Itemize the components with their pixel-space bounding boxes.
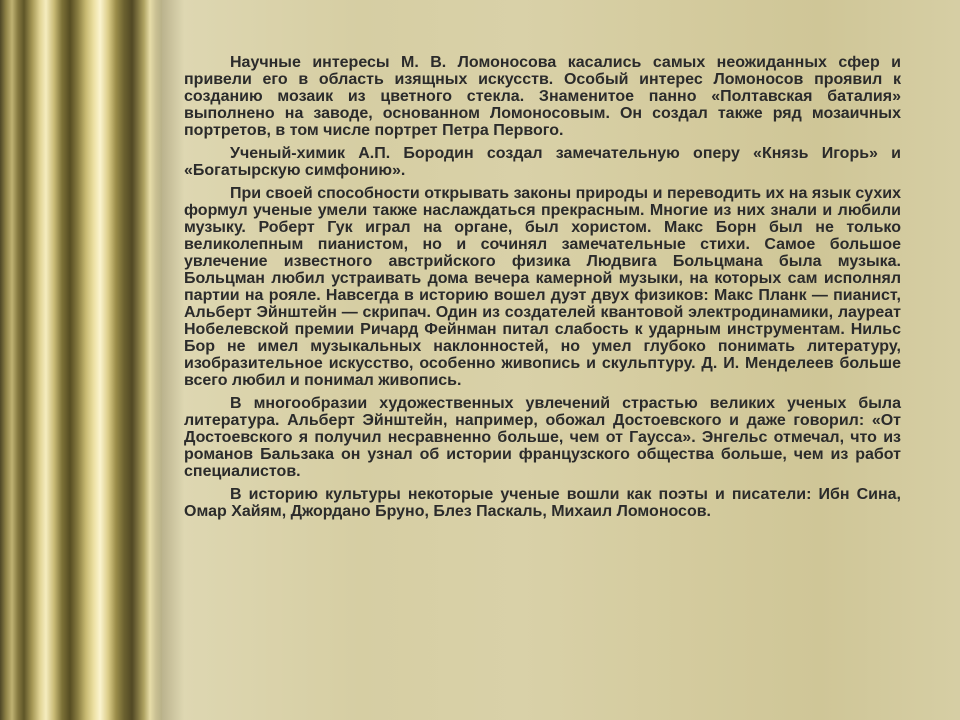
- paragraph-literature: В многообразии художественных увлечений страстью великих ученых была литература. Альберт Эйнштейн, например, обожал Достоевского и даже говорил: «От Достоевского я получил несравненно больше, чем от Гаусса». Энгельс отмечал, что из романов Бальзака он узнал об истории французского общества больше, чем из работ специалистов.: [184, 395, 901, 480]
- column-shadow: [162, 0, 184, 720]
- decorative-column: [0, 0, 162, 720]
- paragraph-borodin: Ученый-химик А.П. Бородин создал замечательную оперу «Князь Игорь» и «Богатырскую симфонию».: [184, 145, 901, 179]
- paragraph-poets: В историю культуры некоторые ученые вошли как поэты и писатели: Ибн Сина, Омар Хайям, Джордано Бруно, Блез Паскаль, Михаил Ломоносов.: [184, 486, 901, 520]
- slide-text-body: [184, 54, 901, 526]
- paragraph-music: При своей способности открывать законы природы и переводить их на язык сухих формул ученые умели также наслаждаться прекрасным. Многие из них знали и любили музыку. Роберт Гук играл на органе, был хористом. Макс Борн был не только великолепным пианистом, но и сочинял замечательные стихи. Самое большое увлечение известного австрийского физика Людвига Больцмана была музыка. Больцман любил устраивать дома вечера камерной музыки, на которых сам исполнял партии на рояле. Навсегда в историю вошел дуэт двух физиков: Макс Планк — пианист, Альберт Эйнштейн — скрипач. Один из создателей квантовой электродинамики, лауреат Нобелевской премии Ричард Фейнман питал слабость к ударным инструментам. Нильс Бор не имел музыкальных наклонностей, но умел глубоко понимать литературу, изобразительное искусство, особенно живопись и скульптуру. Д. И. Менделеев больше всего любил и понимал живопись.: [184, 185, 901, 389]
- paragraph-lomonosov: Научные интересы М. В. Ломоносова касались самых неожиданных сфер и привели его в область изящных искусств. Особый интерес Ломоносов проявил к созданию мозаик из цветного стекла. Знаменитое панно «Полтавская баталия» выполнено на заводе, основанном Ломоносовым. Он создал также ряд мозаичных портретов, в том числе портрет Петра Первого.: [184, 54, 901, 139]
